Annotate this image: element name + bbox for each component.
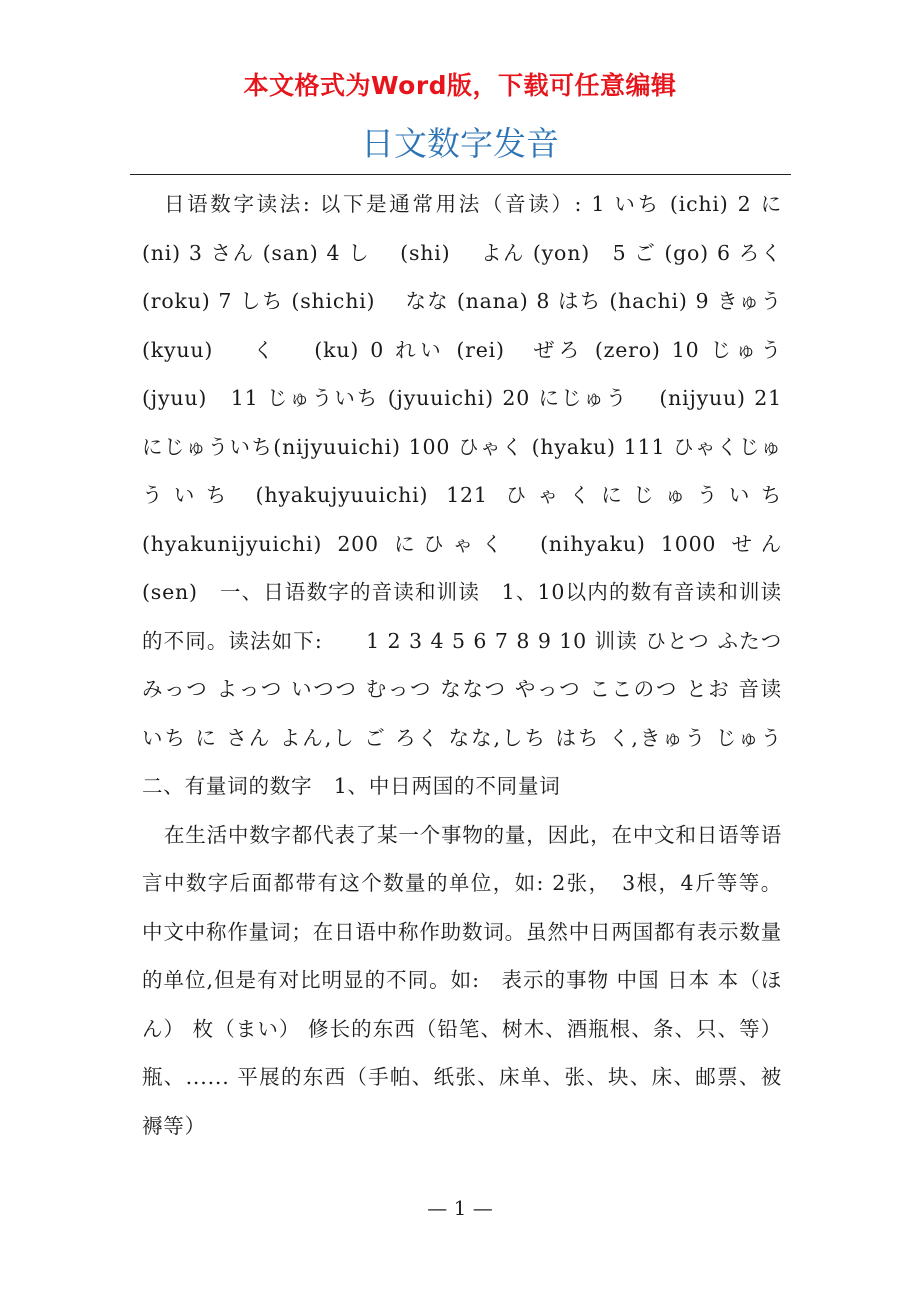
document-body (142, 180, 811, 1150)
header-divider (130, 174, 791, 175)
paragraph-1: 日语数字读法: 以下是通常用法（音读）: 1 いち (ichi) 2 に (ni) 3 さん (san) 4 し (shi) よん (yon) 5 ご (go) 6 ろく (roku) 7 しち (shichi) なな (nana) 8 はち (hachi) 9 きゅう(kyuu) く (ku) 0 れい (rei) ぜろ (zero) 10 じゅう (jyuu) 11 じゅういち (jyuuichi) 20 にじゅう (nijyuu) 21 にじゅういち(nijyuuichi) 100 ひゃく (hyaku) 111 ひゃくじゅういち (hyakujyuuichi) 121 ひゃくにじゅういち(hyakunijyuichi) 200 にひゃく (nihyaku) 1000 せん (sen) 一、日语数字的音读和训读 1、10以内的数有音读和训读的不同。读法如下: 1 2 3 4 5 6 7 8 9 10 训读 ひとつ ふたつ みっつ よっつ いつつ むっつ ななつ やっつ ここのつ とお 音读 いち に さん よん,し ご ろく なな,しち はち く,きゅう じゅう 二、有量词的数字 1、中日两国的不同量词 (142, 192, 811, 798)
page-title: 日文数字发音 (361, 124, 559, 163)
download-banner: 本文格式为Word版，下载可任意编辑 (243, 71, 677, 100)
page-number: — 1 — (427, 1196, 493, 1220)
paragraph-2: 在生活中数字都代表了某一个事物的量，因此，在中文和日语等语言中数字后面都带有这个数量的单位，如: 2张， 3根，4斤等等。中文中称作量词；在日语中称作助数词。虽然中日两国都有表示数量的单位,但是有对比明显的不同。如: 表示的事物 中国 日本 本（ほん） 枚（まい） 修长的东西（铅笔、树木、酒瓶根、条、只、等） 瓶、...... 平展的东西（手帕、纸张、床单、张、块、床、邮票、被褥等） (142, 822, 782, 1138)
